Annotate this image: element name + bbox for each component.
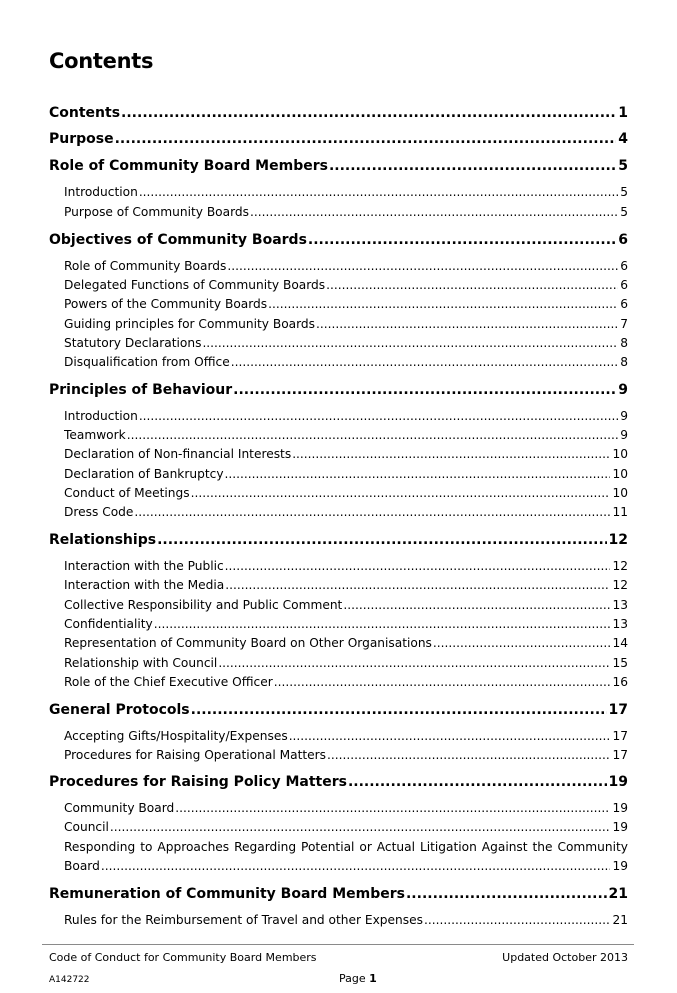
dot-leader [308, 230, 616, 250]
toc-entry-page-number: 6 [618, 232, 628, 248]
toc-subsection-entry[interactable] [0, 673, 677, 695]
toc-entry-page-number: 7 [620, 317, 628, 331]
toc-entry-page-number: 6 [620, 297, 628, 311]
toc-entry-page-number: 13 [612, 598, 628, 612]
toc-entry-page-number: 9 [618, 382, 628, 398]
toc-entry-page-number: 11 [612, 505, 628, 519]
dot-leader [348, 772, 607, 792]
toc-entry-title: Relationship with Council [64, 656, 218, 670]
dot-leader [121, 103, 616, 123]
toc-entry-title: Responding to Approaches Regarding Potential or Actual Litigation Against the Community [64, 840, 628, 854]
dot-leader [154, 615, 611, 633]
toc-entry-page-number: 17 [612, 748, 628, 762]
toc-entry-page-number: 5 [620, 185, 628, 199]
dot-leader [127, 426, 619, 444]
toc-subsection-entry[interactable] [0, 576, 677, 598]
dot-leader [268, 295, 618, 313]
dot-leader [231, 353, 619, 371]
toc-entry-page-number: 5 [620, 205, 628, 219]
toc-entry-title: Introduction [64, 409, 138, 423]
dot-leader [225, 557, 611, 575]
toc-entry-title: Collective Responsibility and Public Comment [64, 598, 343, 612]
dot-leader [250, 203, 618, 221]
dot-leader [225, 576, 610, 594]
toc-entry-page-number: 8 [620, 355, 628, 369]
toc-section-entry[interactable] [0, 156, 677, 178]
toc-entry-page-number: 10 [612, 467, 628, 481]
toc-section-entry[interactable] [0, 103, 677, 125]
toc-entry-title: Rules for the Reimbursement of Travel and other Expenses [64, 913, 423, 927]
dot-leader [191, 700, 607, 720]
dot-leader [225, 465, 611, 483]
toc-entry-title: Remuneration of Community Board Members [49, 886, 405, 902]
toc-subsection-entry[interactable] [0, 857, 677, 879]
toc-entry-title: Introduction [64, 185, 138, 199]
toc-subsection-entry[interactable] [0, 634, 677, 656]
toc-subsection-entry[interactable] [0, 183, 677, 205]
toc-entry-page-number: 4 [618, 131, 628, 147]
toc-subsection-entry[interactable] [0, 746, 677, 768]
toc-subsection-entry[interactable] [0, 295, 677, 317]
dot-leader [175, 799, 610, 817]
toc-entry-title: Guiding principles for Community Boards [64, 317, 316, 331]
toc-entry-page-number: 12 [608, 532, 628, 548]
toc-entry-title: Board [64, 859, 100, 873]
toc-entry-title: Representation of Community Board on Other Organisations [64, 636, 432, 650]
toc-entry-title: Delegated Functions of Community Boards [64, 278, 326, 292]
toc-entry-title: Relationships [49, 532, 157, 548]
footer-page-number [339, 972, 377, 985]
toc-section-entry[interactable] [0, 530, 677, 552]
dot-leader [316, 315, 618, 333]
toc-entry-title: Disqualification from Office [64, 355, 230, 369]
toc-entry-title: Contents [49, 105, 121, 121]
dot-leader [274, 673, 611, 691]
dot-leader [433, 634, 611, 652]
toc-entry-title: Objectives of Community Boards [49, 232, 307, 248]
toc-entry-title: Role of Community Board Members [49, 158, 328, 174]
toc-subsection-entry[interactable] [0, 445, 677, 467]
toc-entry-page-number: 12 [612, 578, 628, 592]
toc-section-entry[interactable] [0, 772, 677, 794]
dot-leader [292, 445, 610, 463]
toc-entry-page-number: 9 [620, 409, 628, 423]
toc-entry-title: Accepting Gifts/Hospitality/Expenses [64, 729, 288, 743]
toc-entry-title: Council [64, 820, 109, 834]
toc-entry-page-number: 19 [612, 859, 628, 873]
dot-leader [233, 380, 616, 400]
toc-entry-title: Role of Community Boards [64, 259, 227, 273]
toc-entry-page-number: 9 [620, 428, 628, 442]
toc-section-entry[interactable] [0, 380, 677, 402]
toc-subsection-entry[interactable] [0, 503, 677, 525]
dot-leader [329, 156, 616, 176]
page-number: 1 [369, 972, 377, 985]
dot-leader [343, 596, 610, 614]
dot-leader [115, 129, 617, 149]
toc-subsection-entry[interactable] [0, 911, 677, 933]
toc-subsection-entry[interactable] [0, 203, 677, 225]
toc-entry-title: Declaration of Bankruptcy [64, 467, 224, 481]
footer-document-code: A142722 [49, 975, 90, 985]
toc-entry-title: Procedures for Raising Policy Matters [49, 774, 347, 790]
toc-entry-page-number: 17 [612, 729, 628, 743]
dot-leader [327, 746, 610, 764]
footer-updated-date: Updated October 2013 [502, 951, 628, 964]
toc-entry-page-number: 8 [620, 336, 628, 350]
toc-entry-title: Powers of the Community Boards [64, 297, 268, 311]
toc-entry-title: Purpose of Community Boards [64, 205, 249, 219]
toc-entry-page-number: 13 [612, 617, 628, 631]
toc-section-entry[interactable] [0, 700, 677, 722]
dot-leader [139, 407, 618, 425]
toc-entry-page-number: 17 [608, 702, 628, 718]
toc-entry-title: Teamwork [64, 428, 126, 442]
toc-entry-title: Confidentiality [64, 617, 153, 631]
toc-entry-title: General Protocols [49, 702, 190, 718]
toc-entry-title: Role of the Chief Executive Officer [64, 675, 273, 689]
toc-entry-title: Conduct of Meetings [64, 486, 190, 500]
toc-entry-page-number: 14 [612, 636, 628, 650]
toc-entry-page-number: 5 [618, 158, 628, 174]
dot-leader [326, 276, 618, 294]
dot-leader [227, 257, 618, 275]
toc-entry-page-number: 10 [612, 486, 628, 500]
toc-entry-page-number: 1 [618, 105, 628, 121]
toc-entry-page-number: 19 [612, 801, 628, 815]
toc-section-entry[interactable] [0, 129, 677, 151]
toc-entry-title: Declaration of Non-financial Interests [64, 447, 292, 461]
toc-entry-page-number: 10 [612, 447, 628, 461]
dot-leader [218, 654, 610, 672]
toc-entry-page-number: 21 [608, 886, 628, 902]
toc-section-entry[interactable] [0, 884, 677, 906]
dot-leader [202, 334, 618, 352]
toc-entry-title: Statutory Declarations [64, 336, 202, 350]
toc-section-entry[interactable] [0, 230, 677, 252]
toc-entry-page-number: 15 [612, 656, 628, 670]
toc-entry-title: Purpose [49, 131, 114, 147]
toc-entry-title: Principles of Behaviour [49, 382, 233, 398]
toc-entry-page-number: 6 [620, 259, 628, 273]
dot-leader [101, 857, 611, 875]
toc-entry-page-number: 19 [612, 820, 628, 834]
dot-leader [289, 727, 611, 745]
toc-entry-title: Dress Code [64, 505, 134, 519]
dot-leader [424, 911, 611, 929]
toc-subsection-entry[interactable] [0, 818, 677, 840]
footer-divider [42, 944, 634, 945]
toc-entry-title: Community Board [64, 801, 175, 815]
dot-leader [191, 484, 611, 502]
toc-entry-title: Procedures for Raising Operational Matters [64, 748, 326, 762]
page-label: Page [339, 972, 366, 985]
dot-leader [406, 884, 607, 904]
toc-entry-page-number: 19 [608, 774, 628, 790]
toc-entry-page-number: 12 [612, 559, 628, 573]
page-title: Contents [49, 49, 154, 73]
dot-leader [157, 530, 606, 550]
toc-entry-title: Interaction with the Public [64, 559, 224, 573]
toc-entry-page-number: 16 [612, 675, 628, 689]
toc-entry-title: Interaction with the Media [64, 578, 225, 592]
dot-leader [139, 183, 618, 201]
footer-document-title: Code of Conduct for Community Board Members [49, 951, 317, 964]
toc-entry-page-number: 21 [612, 913, 628, 927]
toc-entry-page-number: 6 [620, 278, 628, 292]
dot-leader [110, 818, 611, 836]
toc-subsection-entry[interactable] [0, 353, 677, 375]
dot-leader [134, 503, 610, 521]
